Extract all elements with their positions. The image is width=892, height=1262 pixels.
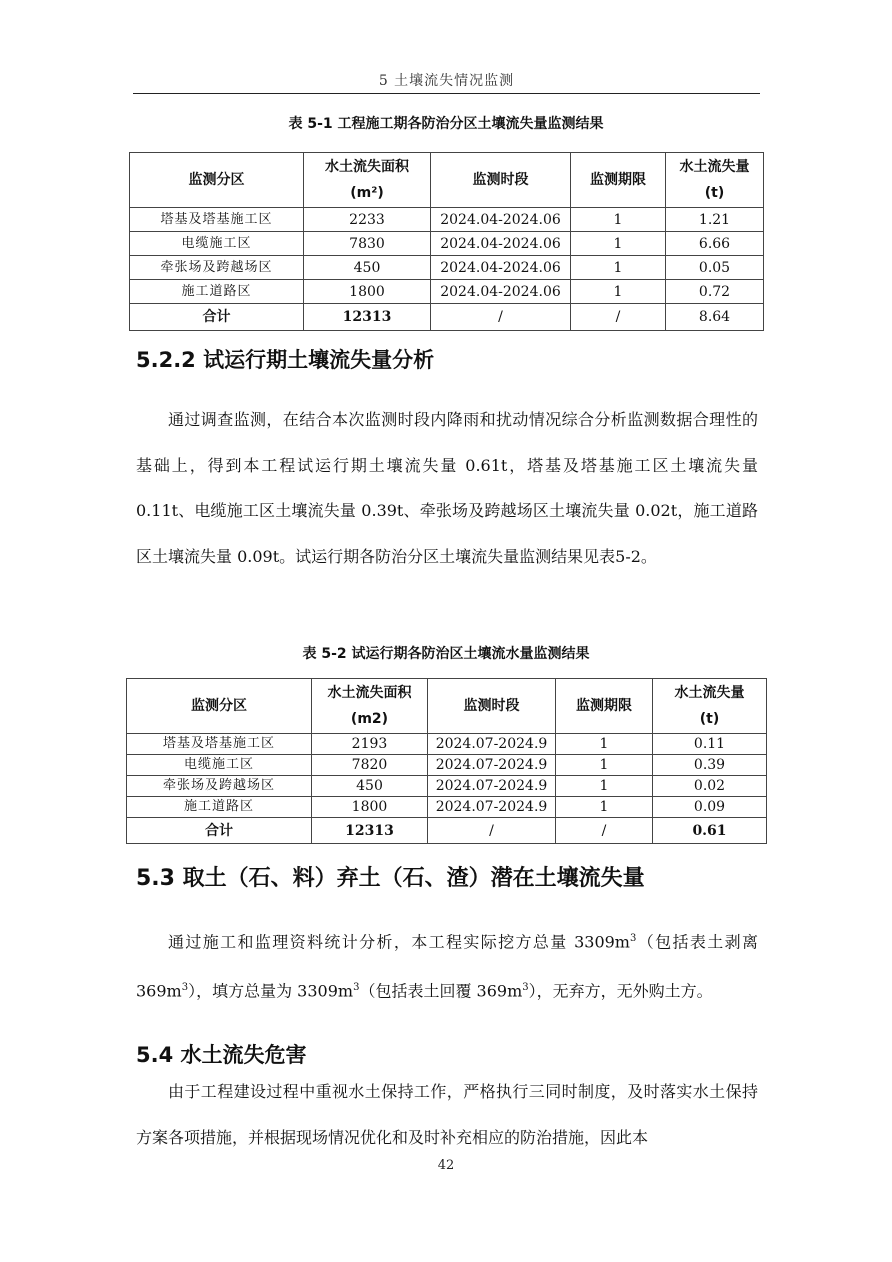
table-cell: 合计 bbox=[130, 304, 304, 331]
section-heading-5-3: 5.3 取土（石、料）弃土（石、渣）潜在土壤流失量 bbox=[136, 866, 645, 891]
table-cell: 2193 bbox=[312, 734, 428, 755]
table2-col-area: 水土流失面积 (m2) bbox=[312, 679, 428, 734]
page-number: 42 bbox=[437, 1158, 455, 1173]
table2-col-period: 监测时段 bbox=[428, 679, 556, 734]
table-cell: / bbox=[571, 304, 666, 331]
table-row bbox=[127, 755, 767, 776]
section-heading-5-2-2: 5.2.2 试运行期土壤流失量分析 bbox=[136, 348, 435, 372]
table-row bbox=[130, 280, 764, 304]
table-cell: 2024.07-2024.9 bbox=[428, 755, 556, 776]
table-cell: 电缆施工区 bbox=[127, 755, 312, 776]
table-row bbox=[130, 256, 764, 280]
table1-col-zone: 监测分区 bbox=[130, 153, 304, 208]
table-cell: 0.72 bbox=[666, 280, 764, 304]
table-cell: 1 bbox=[571, 208, 666, 232]
table-cell: 0.09 bbox=[653, 797, 767, 818]
section-5-2-2-paragraph: 通过调查监测，在结合本次监测时段内降雨和扰动情况综合分析监测数据合理性的基础上，得到本工程试运行期土壤流失量 0.61t，塔基及塔基施工区土壤流失量 0.11t、电缆施工区土壤流失量 0.39t、牵张场及跨越场区土壤流失量 0.02t，施工道路区土壤流失量 0.09t。试运行期各防治分区土壤流失量监测结果见表5-2。 bbox=[136, 410, 758, 566]
table-cell: / bbox=[556, 818, 653, 844]
table-cell: 1.21 bbox=[666, 208, 764, 232]
table-cell: 2024.04-2024.06 bbox=[431, 256, 571, 280]
table-row bbox=[127, 776, 767, 797]
table-cell: 2024.04-2024.06 bbox=[431, 208, 571, 232]
table-cell: 2024.07-2024.9 bbox=[428, 734, 556, 755]
table-cell: 12313 bbox=[312, 818, 428, 844]
table-cell: 0.61 bbox=[653, 818, 767, 844]
table-cell: 施工道路区 bbox=[127, 797, 312, 818]
table-cell: 牵张场及跨越场区 bbox=[130, 256, 304, 280]
table1 bbox=[129, 152, 764, 331]
header-rule bbox=[133, 93, 760, 94]
table-cell: 2024.07-2024.9 bbox=[428, 776, 556, 797]
table-row bbox=[127, 734, 767, 755]
table-cell: 0.39 bbox=[653, 755, 767, 776]
table-cell: 1 bbox=[556, 797, 653, 818]
table-cell: 1 bbox=[556, 776, 653, 797]
running-header: 5 土壤流失情况监测 bbox=[378, 73, 515, 89]
table2-col-zone: 监测分区 bbox=[127, 679, 312, 734]
table-cell: 12313 bbox=[304, 304, 431, 331]
table-cell: 0.02 bbox=[653, 776, 767, 797]
section-5-4-paragraph: 由于工程建设过程中重视水土保持工作，严格执行三同时制度，及时落实水土保持方案各项措施，并根据现场情况优化和及时补充相应的防治措施，因此本 bbox=[136, 1082, 758, 1147]
table-cell: 塔基及塔基施工区 bbox=[130, 208, 304, 232]
table1-col-loss: 水土流失量 (t) bbox=[666, 153, 764, 208]
table1-caption: 表 5-1 工程施工期各防治分区土壤流失量监测结果 bbox=[288, 116, 604, 132]
table-cell: 1800 bbox=[304, 280, 431, 304]
table-cell: 8.64 bbox=[666, 304, 764, 331]
section-heading-5-4: 5.4 水土流失危害 bbox=[136, 1043, 307, 1067]
table-cell: 0.11 bbox=[653, 734, 767, 755]
table-cell: 2024.04-2024.06 bbox=[431, 232, 571, 256]
table-cell: / bbox=[428, 818, 556, 844]
table1-col-period: 监测时段 bbox=[431, 153, 571, 208]
table2-header-row bbox=[127, 679, 767, 734]
table-cell: 1 bbox=[571, 280, 666, 304]
table-cell: 1800 bbox=[312, 797, 428, 818]
table1-col-area: 水土流失面积 (m²) bbox=[304, 153, 431, 208]
table-cell: 7830 bbox=[304, 232, 431, 256]
table-cell: 6.66 bbox=[666, 232, 764, 256]
table-cell: 塔基及塔基施工区 bbox=[127, 734, 312, 755]
table2-col-loss: 水土流失量 (t) bbox=[653, 679, 767, 734]
table1-col-term: 监测期限 bbox=[571, 153, 666, 208]
table-cell: 施工道路区 bbox=[130, 280, 304, 304]
table2-caption: 表 5-2 试运行期各防治区土壤流水量监测结果 bbox=[302, 646, 590, 662]
table-cell: 2233 bbox=[304, 208, 431, 232]
table-cell: 1 bbox=[556, 734, 653, 755]
table-cell: / bbox=[431, 304, 571, 331]
table-cell: 450 bbox=[304, 256, 431, 280]
table-row bbox=[127, 797, 767, 818]
table1-total-row bbox=[130, 304, 764, 331]
table2-total-row bbox=[127, 818, 767, 844]
section-5-3-paragraph: 通过施工和监理资料统计分析，本工程实际挖方总量 $3309m^3$（包括表土剥离 $369m^3$），填方总量为 $3309m^3$（包括表土回覆 $369m^3$），无弃方，无外购土方。 bbox=[136, 932, 758, 1001]
table-row bbox=[130, 232, 764, 256]
table2 bbox=[126, 678, 767, 844]
table-cell: 0.05 bbox=[666, 256, 764, 280]
table-cell: 2024.04-2024.06 bbox=[431, 280, 571, 304]
table-cell: 1 bbox=[571, 232, 666, 256]
table-cell: 牵张场及跨越场区 bbox=[127, 776, 312, 797]
table-cell: 1 bbox=[571, 256, 666, 280]
table-cell: 1 bbox=[556, 755, 653, 776]
table-cell: 电缆施工区 bbox=[130, 232, 304, 256]
table2-col-term: 监测期限 bbox=[556, 679, 653, 734]
table-row bbox=[130, 208, 764, 232]
table-cell: 450 bbox=[312, 776, 428, 797]
table-cell: 7820 bbox=[312, 755, 428, 776]
table1-header-row bbox=[130, 153, 764, 208]
table-cell: 合计 bbox=[127, 818, 312, 844]
table-cell: 2024.07-2024.9 bbox=[428, 797, 556, 818]
